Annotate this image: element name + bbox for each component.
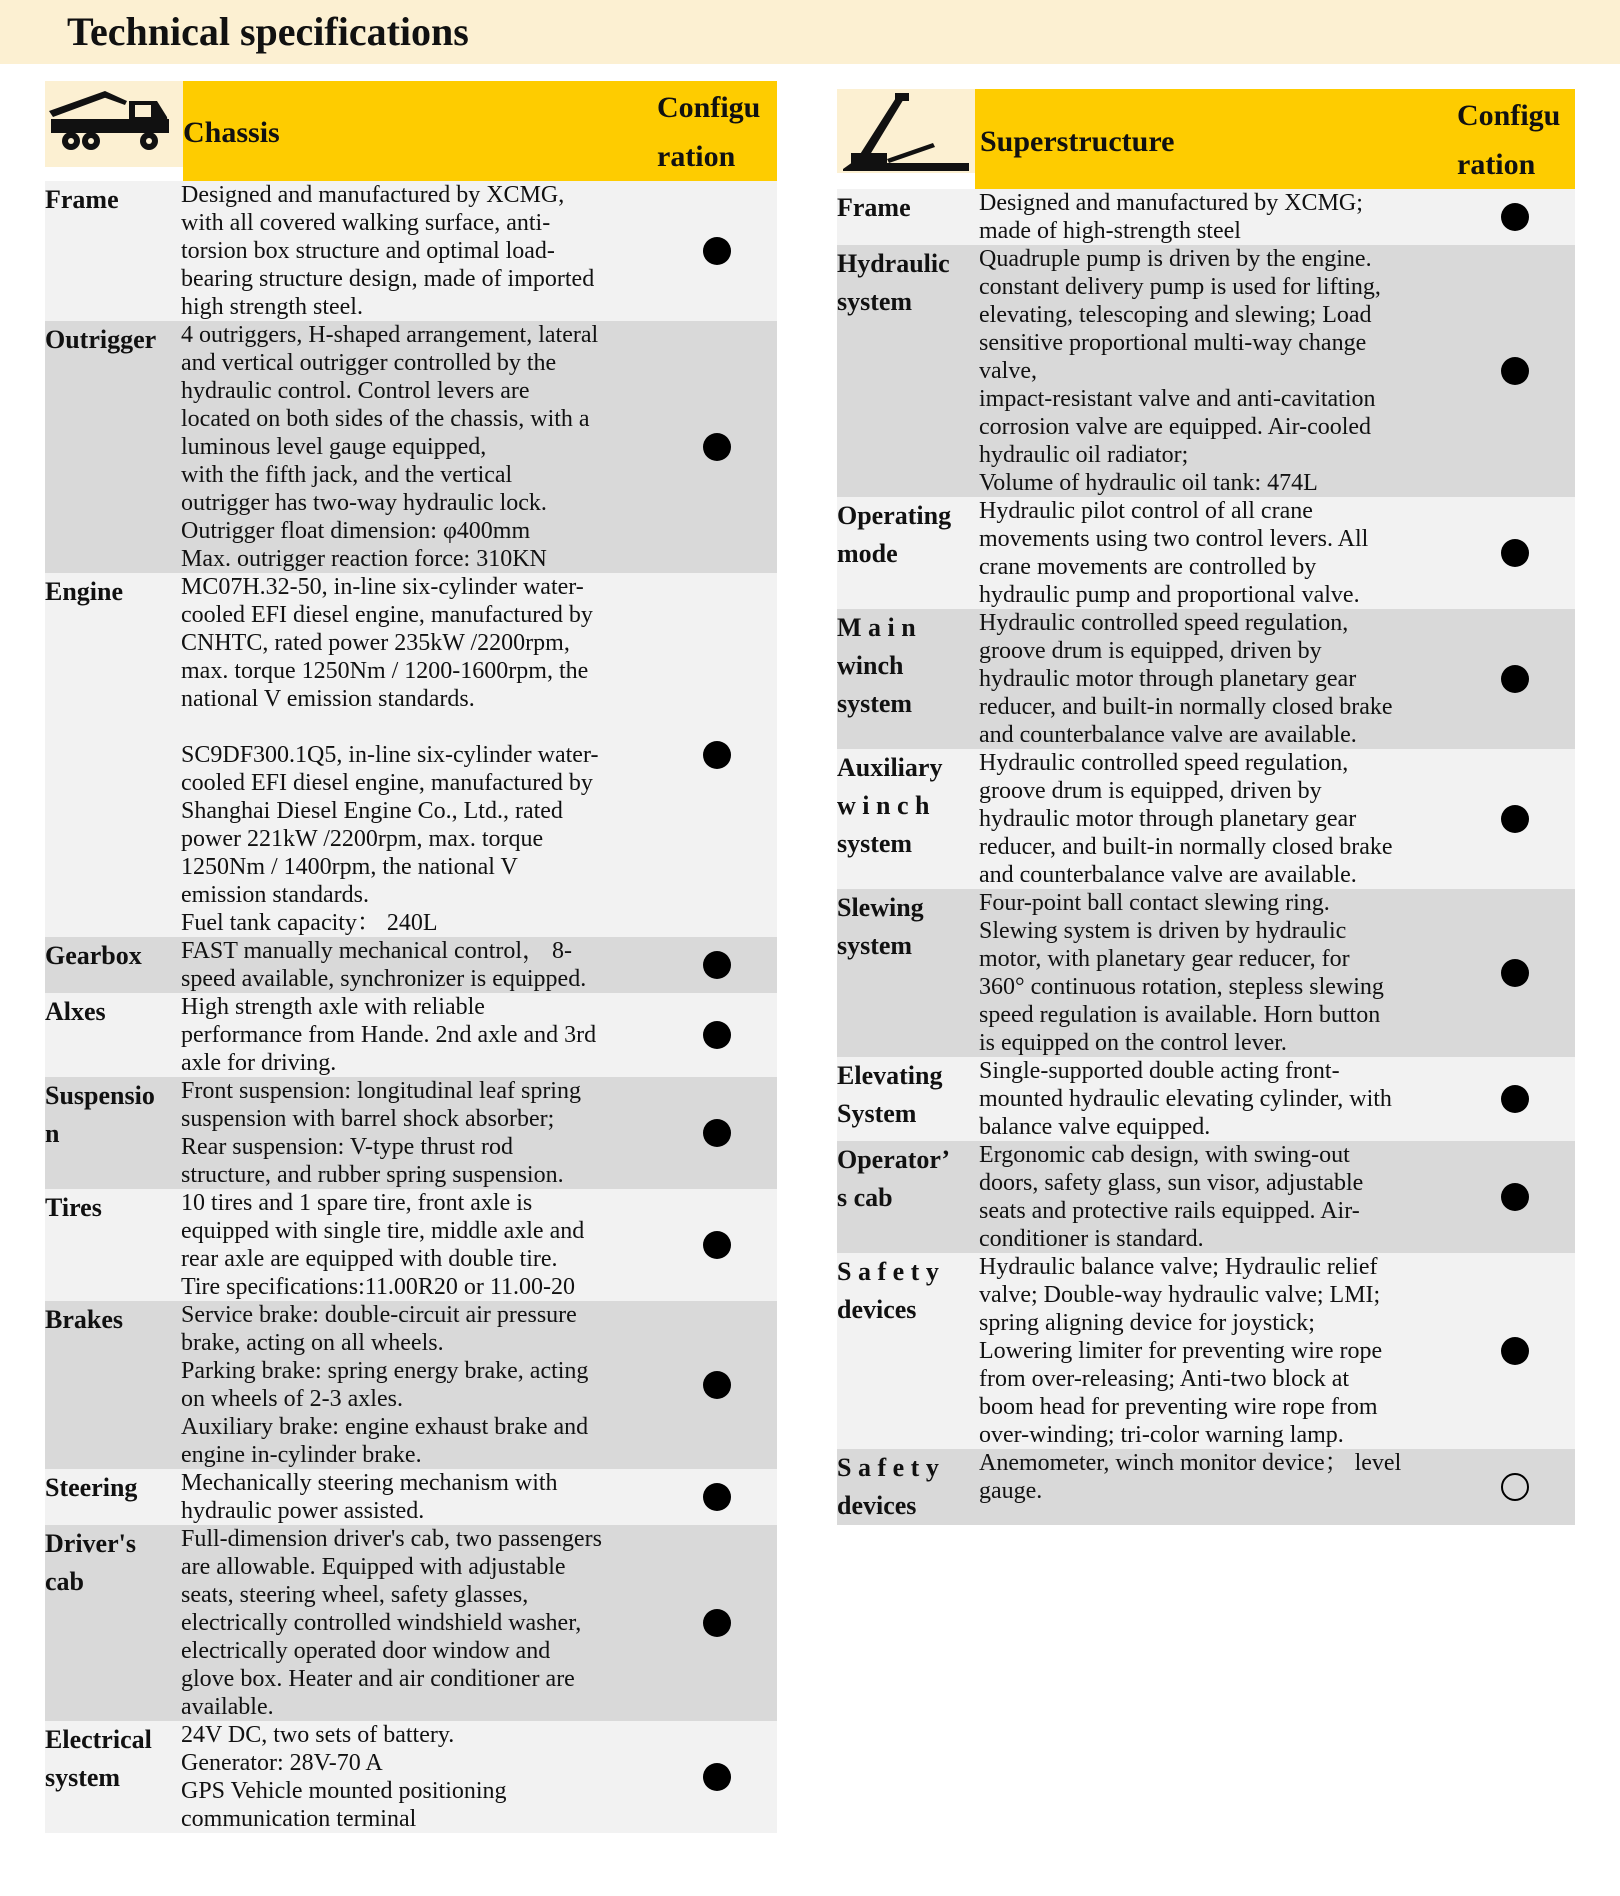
chassis-row-config	[657, 1721, 777, 1833]
chassis-row	[45, 573, 777, 937]
superstructure-row	[837, 609, 1575, 749]
superstructure-table	[837, 89, 1575, 1525]
chassis-row-name: Outrigger	[45, 325, 157, 354]
filled-circle-icon	[1501, 357, 1529, 385]
superstructure-row	[837, 1253, 1575, 1449]
chassis-row	[45, 321, 777, 573]
chassis-row-config	[657, 1525, 777, 1721]
filled-circle-icon	[703, 1021, 731, 1049]
filled-circle-icon	[703, 741, 731, 769]
superstructure-row-config	[1455, 1253, 1575, 1449]
superstructure-row-description: Designed and manufactured by XCMG; made of high-strength steel	[979, 190, 1363, 244]
superstructure-row-config	[1455, 889, 1575, 1057]
chassis-row-description: Front suspension: longitudinal leaf spring suspension with barrel shock absorber; Rear suspension: V-type thrust rod structure, and rubber spring suspension.	[181, 1078, 581, 1188]
superstructure-row-config	[1455, 1057, 1575, 1141]
filled-circle-icon	[703, 1763, 731, 1791]
chassis-row-config	[657, 1301, 777, 1469]
filled-circle-icon	[703, 1231, 731, 1259]
superstructure-header	[837, 89, 1575, 189]
superstructure-header-config: Configu ration	[1457, 99, 1561, 181]
truck-icon	[45, 81, 183, 167]
filled-circle-icon	[1501, 1183, 1529, 1211]
filled-circle-icon	[1501, 665, 1529, 693]
chassis-header-config: Configu ration	[657, 91, 761, 173]
chassis-row-name: Engine	[45, 577, 124, 606]
superstructure-row-name: Operating mode	[837, 501, 952, 568]
filled-circle-icon	[703, 1609, 731, 1637]
chassis-row-description: FAST manually mechanical control， 8- speed available, synchronizer is equipped.	[181, 938, 587, 992]
superstructure-row-config	[1455, 1449, 1575, 1525]
chassis-table	[45, 81, 777, 1833]
superstructure-row	[837, 1141, 1575, 1253]
superstructure-row-config	[1455, 245, 1575, 497]
crane-boom-icon	[837, 89, 975, 173]
chassis-row-name: Gearbox	[45, 941, 142, 970]
superstructure-row-description: Four-point ball contact slewing ring. Slewing system is driven by hydraulic motor, with planetary gear reducer, for 360° continuous rotation, stepless slewing speed regulation is available. Horn button is equipped on the control lever.	[979, 890, 1384, 1056]
filled-circle-icon	[703, 1371, 731, 1399]
chassis-row-description: Designed and manufactured by XCMG, with all covered walking surface, anti- torsion box structure and optimal load- bearing structure design, made of imported high strength steel.	[181, 182, 595, 320]
superstructure-row-description: Anemometer, winch monitor device； level gauge.	[979, 1450, 1402, 1504]
superstructure-row	[837, 749, 1575, 889]
superstructure-row-config	[1455, 1141, 1575, 1253]
superstructure-row-name: Elevating System	[837, 1061, 943, 1128]
open-circle-icon	[1501, 1473, 1529, 1501]
superstructure-row-name: Slewing system	[837, 893, 924, 960]
chassis-row	[45, 181, 777, 321]
filled-circle-icon	[703, 951, 731, 979]
chassis-row	[45, 1189, 777, 1301]
superstructure-row-name: M a i n winch system	[837, 613, 916, 718]
chassis-row-name: Suspensio n	[45, 1081, 155, 1148]
filled-circle-icon	[703, 1119, 731, 1147]
filled-circle-icon	[1501, 203, 1529, 231]
filled-circle-icon	[1501, 1337, 1529, 1365]
filled-circle-icon	[1501, 805, 1529, 833]
chassis-row-name: Electrical system	[45, 1725, 152, 1792]
superstructure-row	[837, 497, 1575, 609]
chassis-row	[45, 1301, 777, 1469]
chassis-header	[45, 81, 777, 181]
superstructure-row	[837, 189, 1575, 245]
chassis-row	[45, 1721, 777, 1833]
superstructure-row-config	[1455, 609, 1575, 749]
chassis-row-description: 24V DC, two sets of battery. Generator: 28V-70 A GPS Vehicle mounted positioning communication terminal	[181, 1722, 507, 1832]
superstructure-row-description: Hydraulic controlled speed regulation, groove drum is equipped, driven by hydraulic motor through planetary gear reducer, and built-in normally closed brake and counterbalance valve are available.	[979, 750, 1393, 888]
chassis-rows	[45, 181, 777, 1833]
superstructure-row	[837, 1057, 1575, 1141]
superstructure-row	[837, 1449, 1575, 1525]
chassis-row	[45, 1525, 777, 1721]
superstructure-row-name: S a f e t y devices	[837, 1453, 939, 1520]
superstructure-row-config	[1455, 189, 1575, 245]
superstructure-rows	[837, 189, 1575, 1525]
superstructure-row-config	[1455, 749, 1575, 889]
chassis-row	[45, 1077, 777, 1189]
filled-circle-icon	[703, 237, 731, 265]
chassis-row	[45, 937, 777, 993]
chassis-row-description: MC07H.32-50, in-line six-cylinder water- cooled EFI diesel engine, manufactured by CNHTC, rated power 235kW /2200rpm, max. torque 1250Nm / 1200-1600rpm, the national V emission standards. SC9DF300.1Q5, in-line six-cylinder water- cooled EFI diesel engine, manufactured by Shanghai Diesel Engine Co., Ltd., rated power 221kW /2200rpm, max. torque 1250Nm / 1400rpm, the national V emission standards. Fuel tank capacity： 240L	[181, 574, 599, 936]
superstructure-row-description: Hydraulic controlled speed regulation, groove drum is equipped, driven by hydraulic motor through planetary gear reducer, and built-in normally closed brake and counterbalance valve are available.	[979, 610, 1393, 748]
superstructure-row	[837, 245, 1575, 497]
chassis-row	[45, 993, 777, 1077]
filled-circle-icon	[1501, 959, 1529, 987]
chassis-row-name: Driver's cab	[45, 1529, 136, 1596]
chassis-row-name: Frame	[45, 185, 119, 214]
chassis-row-description: Mechanically steering mechanism with hydraulic power assisted.	[181, 1470, 558, 1524]
chassis-row-name: Brakes	[45, 1305, 123, 1334]
chassis-row-description: 10 tires and 1 spare tire, front axle is equipped with single tire, middle axle and rear axle are equipped with double tire. Tire specifications:11.00R20 or 11.00-20	[181, 1190, 585, 1300]
filled-circle-icon	[1501, 1085, 1529, 1113]
superstructure-row-description: Single-supported double acting front- mounted hydraulic elevating cylinder, with balance valve equipped.	[979, 1058, 1392, 1140]
filled-circle-icon	[703, 433, 731, 461]
filled-circle-icon	[1501, 539, 1529, 567]
superstructure-row-name: Operator’ s cab	[837, 1145, 951, 1212]
chassis-row-config	[657, 321, 777, 573]
page-title: Technical specifications	[67, 9, 469, 54]
chassis-row-name: Tires	[45, 1193, 102, 1222]
superstructure-row-description: Quadruple pump is driven by the engine. constant delivery pump is used for lifting, elevating, telescoping and slewing; Load sensitive proportional multi-way change valve, impact-resistant valve and anti-cavitation corrosion valve are equipped. Air-cooled hydraulic oil radiator; Volume of hydraulic oil tank: 474L	[979, 246, 1381, 496]
chassis-row-config	[657, 1189, 777, 1301]
chassis-header-title: Chassis	[183, 116, 280, 149]
chassis-row-config	[657, 993, 777, 1077]
chassis-row-description: High strength axle with reliable performance from Hande. 2nd axle and 3rd axle for driving.	[181, 994, 597, 1076]
superstructure-row-description: Hydraulic pilot control of all crane movements using two control levers. All crane movements are controlled by hydraulic pump and proportional valve.	[979, 498, 1369, 608]
chassis-row-description: Full-dimension driver's cab, two passengers are allowable. Equipped with adjustable seats, steering wheel, safety glasses, electrically controlled windshield washer, electrically operated door window and glove box. Heater and air conditioner are available.	[181, 1526, 602, 1720]
superstructure-row-description: Hydraulic balance valve; Hydraulic relief valve; Double-way hydraulic valve; LMI; spring aligning device for joystick; Lowering limiter for preventing wire rope from over-releasing; Anti-two block at boom head for preventing wire rope from over-winding; tri-color warning lamp.	[979, 1254, 1383, 1448]
superstructure-row-name: Auxiliary w i n c h system	[837, 753, 943, 858]
filled-circle-icon	[703, 1483, 731, 1511]
superstructure-row-config	[1455, 497, 1575, 609]
chassis-row-description: Service brake: double-circuit air pressure brake, acting on all wheels. Parking brake: spring energy brake, acting on wheels of 2-3 axles. Auxiliary brake: engine exhaust brake and engine in-cylinder brake.	[181, 1302, 589, 1468]
superstructure-row-description: Ergonomic cab design, with swing-out doors, safety glass, sun visor, adjustable seats and protective rails equipped. Air- conditioner is standard.	[979, 1142, 1364, 1252]
chassis-row-name: Steering	[45, 1473, 138, 1502]
title-band	[0, 0, 1620, 64]
superstructure-row-name: S a f e t y devices	[837, 1257, 939, 1324]
chassis-row-config	[657, 181, 777, 321]
chassis-row-config	[657, 937, 777, 993]
chassis-row-config	[657, 573, 777, 937]
chassis-row-name: Alxes	[45, 997, 106, 1026]
chassis-row-config	[657, 1077, 777, 1189]
chassis-row-description: 4 outriggers, H-shaped arrangement, lateral and vertical outrigger controlled by the hydraulic control. Control levers are located on both sides of the chassis, with a luminous level gauge equipped, with the fifth jack, and the vertical outrigger has two-way hydraulic lock. Outrigger float dimension: φ400mm Max. outrigger reaction force: 310KN	[181, 322, 599, 572]
chassis-row	[45, 1469, 777, 1525]
superstructure-header-title: Superstructure	[980, 125, 1175, 158]
superstructure-row	[837, 889, 1575, 1057]
superstructure-row-name: Hydraulic system	[837, 249, 950, 316]
chassis-row-config	[657, 1469, 777, 1525]
superstructure-row-name: Frame	[837, 193, 911, 222]
